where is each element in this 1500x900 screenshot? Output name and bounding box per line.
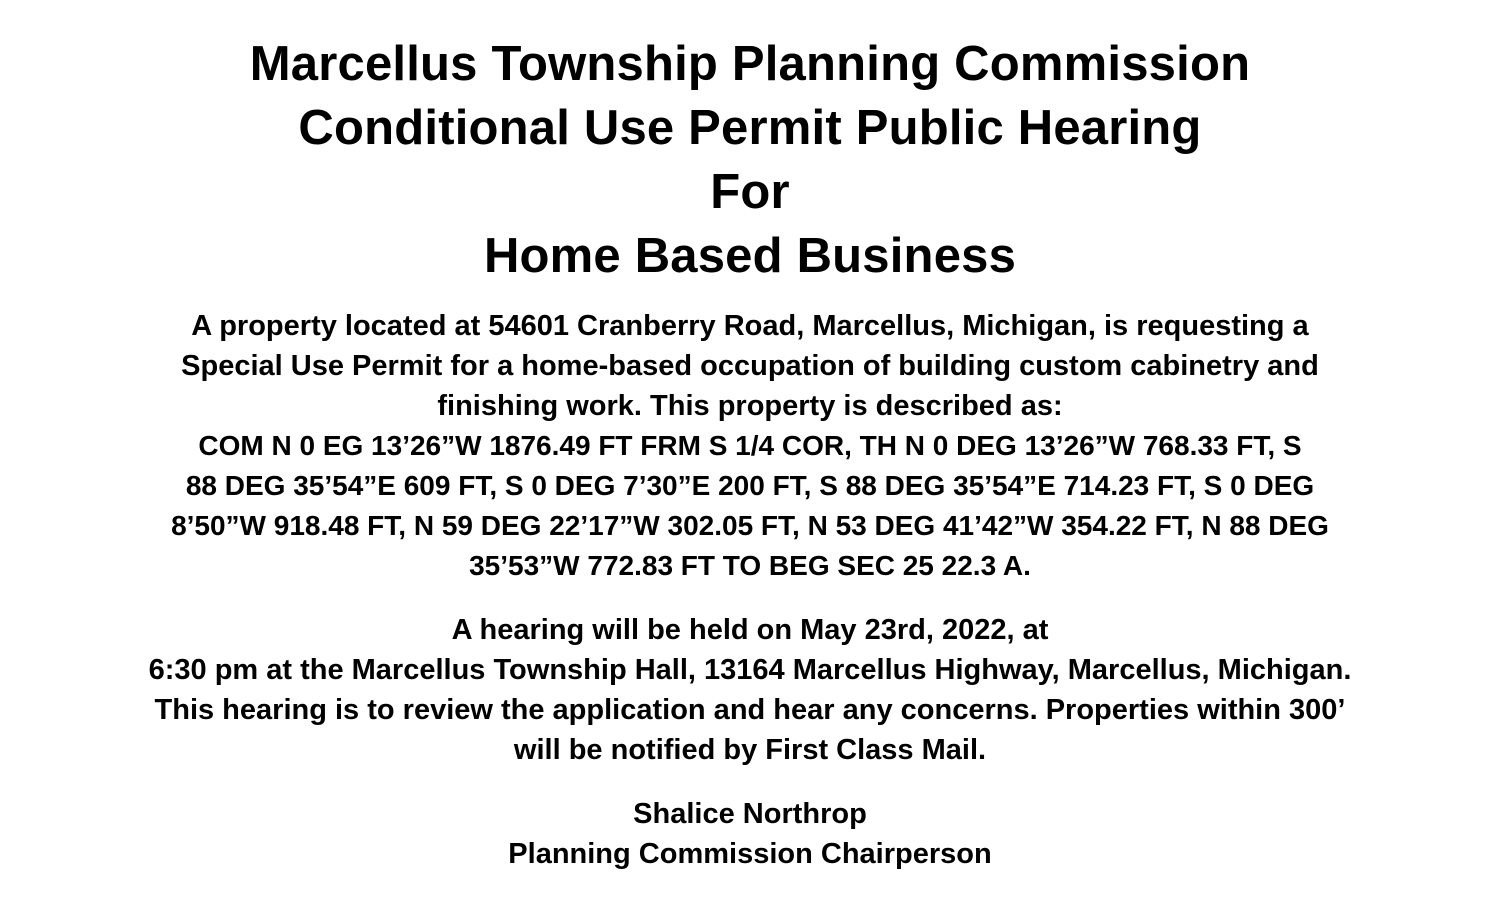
title-line-subject: Home Based Business — [483, 229, 1017, 283]
signature-block — [0, 794, 1500, 874]
request-line-3: finishing work. This property is described as: — [437, 390, 1063, 422]
hearing-line-3: This hearing is to review the application and hear any concerns. Properties within 300’ — [154, 694, 1346, 726]
legal-description — [0, 426, 1500, 586]
title-line-hearing-type: Conditional Use Permit Public Hearing — [298, 101, 1202, 155]
title-line-commission: Marcellus Township Planning Commission — [249, 37, 1251, 91]
notice-title — [0, 32, 1500, 288]
request-line-2: Special Use Permit for a home-based occupation of building custom cabinetry and — [181, 350, 1319, 382]
hearing-line-2: 6:30 pm at the Marcellus Township Hall, 13164 Marcellus Highway, Marcellus, Michigan. — [148, 654, 1352, 686]
signer-name: Shalice Northrop — [633, 798, 867, 830]
legal-line-4: 35’53”W 772.83 FT TO BEG SEC 25 22.3 A. — [469, 550, 1031, 581]
request-paragraph — [0, 306, 1500, 586]
legal-line-3: 8’50”W 918.48 FT, N 59 DEG 22’17”W 302.05 FT, N 53 DEG 41’42”W 354.22 FT, N 88 DEG — [171, 510, 1329, 541]
hearing-line-1: A hearing will be held on May 23rd, 2022, at — [451, 614, 1049, 646]
hearing-paragraph — [0, 610, 1500, 770]
signer-title: Planning Commission Chairperson — [508, 838, 992, 870]
request-line-1: A property located at 54601 Cranberry Road, Marcellus, Michigan, is requesting a — [191, 310, 1309, 342]
title-line-for: For — [710, 165, 790, 219]
legal-line-1: COM N 0 EG 13’26”W 1876.49 FT FRM S 1/4 COR, TH N 0 DEG 13’26”W 768.33 FT, S — [198, 430, 1302, 461]
legal-line-2: 88 DEG 35’54”E 609 FT, S 0 DEG 7’30”E 200 FT, S 88 DEG 35’54”E 714.23 FT, S 0 DEG — [185, 470, 1315, 501]
hearing-line-4: will be notified by First Class Mail. — [513, 734, 987, 766]
